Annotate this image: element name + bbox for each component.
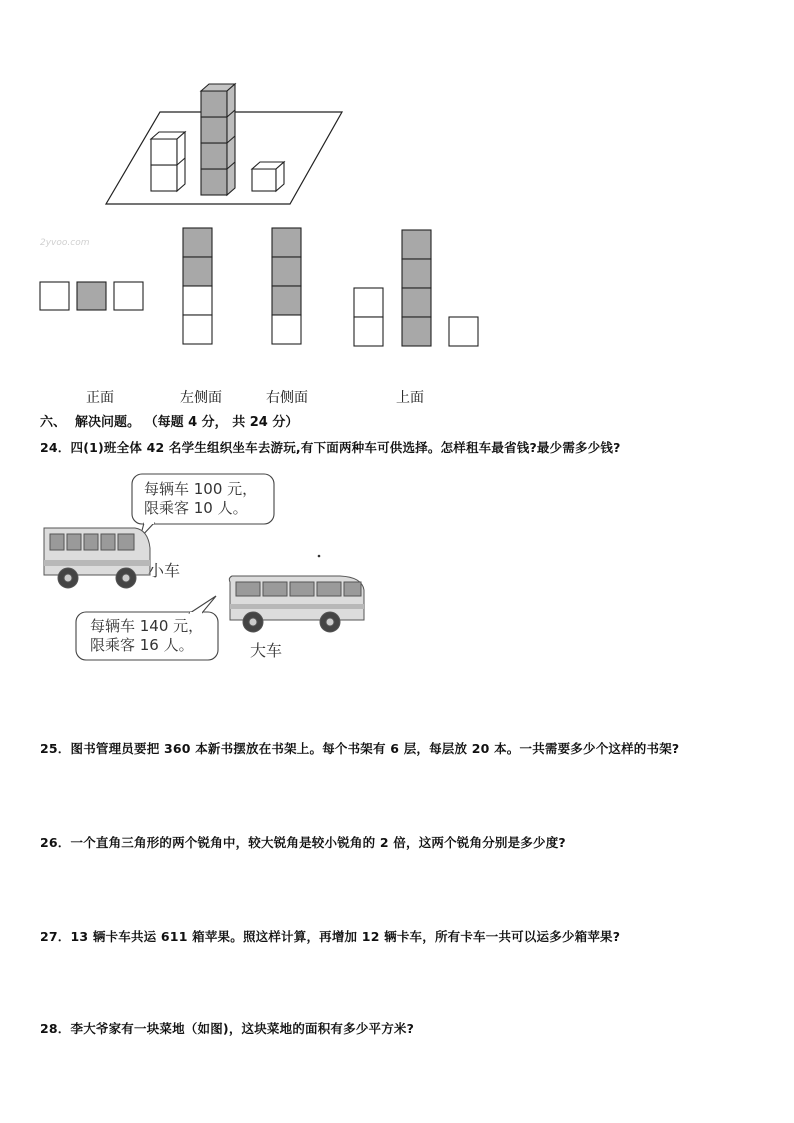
cube-arrangement-figure (100, 80, 350, 210)
question-25 (40, 739, 679, 757)
question-text: 李大爷家有一块菜地（如图)，这块菜地的面积有多少平方米? (70, 1021, 415, 1036)
question-27 (40, 927, 620, 945)
small-bus-label: 小车 (148, 561, 181, 580)
small-bus-price-text: 每辆车 100 元， 限乘客 10 人。 (144, 480, 258, 517)
left-side-view (183, 228, 212, 344)
question-text: 13 辆卡车共运 611 箱苹果。照这样计算，再增加 12 辆卡车，所有卡车一共可以运多少箱苹果? (70, 929, 621, 944)
question-number: 26． (40, 835, 71, 850)
label-front-view: 正面 (86, 390, 114, 406)
right-side-view (272, 228, 301, 344)
dot-mark (318, 555, 321, 558)
label-left-side-view: 左侧面 (180, 390, 222, 406)
question-number: 27． (40, 929, 71, 944)
front-view (40, 282, 143, 310)
top-view (354, 230, 478, 346)
question-text: 四(1)班全体 42 名学生组织坐车去游玩,有下面两种车可供选择。怎样租车最省钱?最少需多少钱? (70, 440, 621, 455)
question-number: 28． (40, 1021, 71, 1036)
small-bus (44, 528, 150, 588)
question-24 (40, 438, 621, 456)
question-number: 24． (40, 440, 71, 455)
question-28 (40, 1019, 414, 1037)
large-bus-label: 大车 (250, 641, 283, 660)
question-number: 25． (40, 741, 71, 756)
watermark: 2yvoo.com (40, 238, 90, 248)
large-bus (229, 576, 364, 632)
label-right-side-view: 右侧面 (266, 390, 308, 406)
left-stack (151, 132, 185, 191)
label-top-view: 上面 (396, 390, 424, 406)
question-text: 图书管理员要把 360 本新书摆放在书架上。每个书架有 6 层，每层放 20 本。一共需要多少个这样的书架? (70, 741, 680, 756)
orthographic-views (36, 224, 486, 350)
question-26 (40, 833, 566, 851)
section-heading: 六、 解决问题。 （每题 4 分， 共 24 分） (40, 415, 299, 430)
middle-tower (201, 84, 235, 195)
large-bus-price-text: 每辆车 140 元， 限乘客 16 人。 (90, 617, 204, 654)
question-text: 一个直角三角形的两个锐角中，较大锐角是较小锐角的 2 倍，这两个锐角分别是多少度? (70, 835, 566, 850)
right-cube (252, 162, 284, 191)
